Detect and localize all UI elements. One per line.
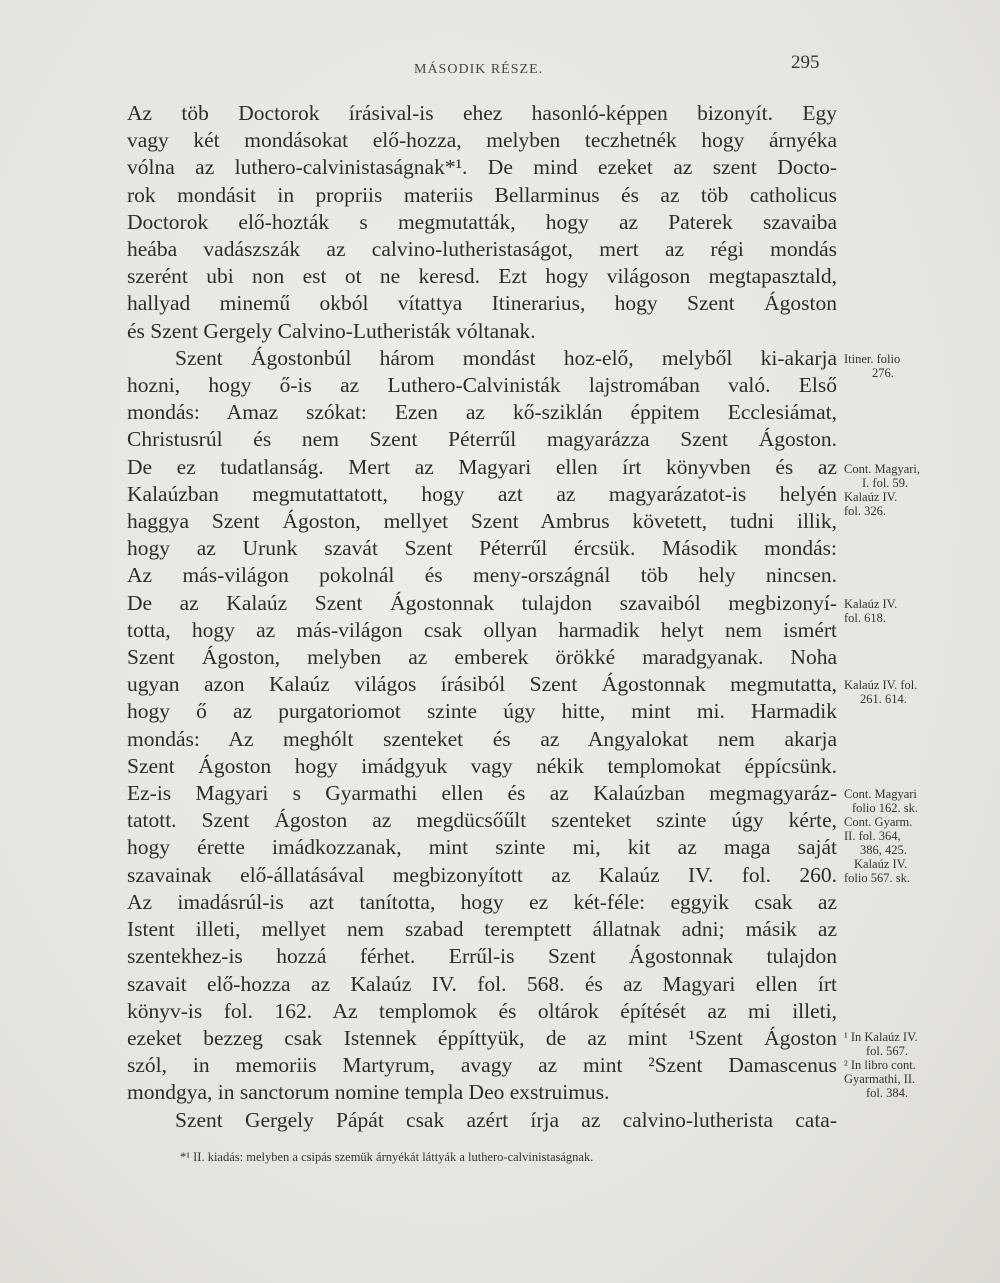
margin-note-line: folio 567. sk.: [844, 871, 910, 885]
margin-note-line: fol. 618.: [844, 611, 887, 625]
margin-note-line: fol. 567.: [866, 1044, 909, 1058]
text-line: De ez tudatlanság. Mert az Magyari ellen írt könyvben és az: [127, 454, 837, 479]
text-line: Szent Ágoston hogy imádgyuk vagy nékik templomokat éppícsünk.: [127, 753, 837, 778]
text-line: ugyan azon Kalaúz világos írásiból Szent Ágostonnak megmutatta,: [127, 672, 837, 697]
text-line: mondás: Amaz szókat: Ezen az kő-sziklán éppitem Ecclesiámat,: [127, 400, 837, 425]
text-line: Az töb Doctorok írásival-is ehez hasonló-képpen bizonyít. Egy: [127, 101, 837, 125]
margin-note-line: 261. 614.: [860, 692, 907, 706]
text-line: mondás: Az meghólt szenteket és az Angyalokat nem akarja: [127, 726, 837, 751]
text-line: haggya Szent Ágoston, mellyet Szent Ambrus követett, tudni illik,: [127, 509, 837, 534]
text-line: hogy az Urunk szavát Szent Péterrűl ércsük. Második mondás:: [127, 536, 837, 561]
text-line: mondgya, in sanctorum nomine templa Deo exstruimus.: [127, 1080, 610, 1105]
margin-note-line: 276.: [872, 366, 894, 380]
margin-note-line: fol. 384.: [866, 1086, 909, 1100]
text-line: hogy ő az purgatoriomot szinte úgy hitte, mint mi. Harmadik: [127, 699, 837, 724]
margin-note-line: Cont. Magyari,: [844, 462, 921, 476]
margin-note-line: 386, 425.: [860, 843, 907, 857]
text-line: és Szent Gergely Calvino-Lutheristák vóltanak.: [127, 318, 536, 343]
margin-note-line: I. fol. 59.: [862, 476, 909, 490]
text-line: Az imadásrúl-is azt tanította, hogy ez két-féle: eggyik csak az: [127, 889, 837, 914]
text-line: hallyad minemű okból vítattya Itinerarius, hogy Szent Ágoston: [127, 291, 837, 316]
text-line: Istent illeti, mellyet nem szabad teremptett állatnak adni; másik az: [127, 917, 837, 942]
margin-note-line: Gyarmathi, II.: [844, 1072, 916, 1086]
text-line: vagy két mondásokat elő-hozza, melyben teczhetnék hogy árnyéka: [127, 128, 837, 153]
text-line: szavainak elő-állatásával megbizonyított az Kalaúz IV. fol. 260.: [127, 862, 837, 887]
margin-note-line: Kalaúz IV.: [844, 490, 898, 504]
text-line: De az Kalaúz Szent Ágostonnak tulajdon szavaiból megbizonyí-: [127, 590, 837, 615]
margin-note: [844, 787, 918, 885]
text-line: Ez-is Magyari s Gyarmathi ellen és az Kalaúzban megmagyaráz-: [127, 781, 837, 806]
text-line: ezeket bezzeg csak Istennek éppíttyük, de az mint ¹Szent Ágoston: [127, 1025, 837, 1050]
margin-note: [844, 462, 920, 518]
text-line: Doctorok elő-hozták s megmutatták, hogy az Paterek szavaiba: [127, 209, 837, 234]
text-line: Szent Ágostonbúl három mondást hoz-elő, melyből ki-akarja: [175, 345, 837, 370]
main-text: [127, 100, 837, 1134]
margin-note-line: ¹ In Kalaúz IV.: [844, 1030, 918, 1044]
text-line: rok mondásit in propriis materiis Bellarminus és az töb catholicus: [127, 182, 837, 207]
text-line: szavait elő-hozza az Kalaúz IV. fol. 568. és az Magyari ellen írt: [127, 971, 837, 996]
margin-note-line: Kalaúz IV. fol.: [844, 678, 918, 692]
margin-note-line: folio 162. sk.: [852, 801, 918, 815]
margin-note-line: II. fol. 364,: [844, 829, 901, 843]
margin-note: [844, 597, 897, 625]
text-line: szól, in memoriis Martyrum, avagy az mint ²Szent Damascenus: [127, 1053, 837, 1078]
margin-note-line: Kalaúz IV.: [844, 597, 898, 611]
margin-note: [844, 352, 900, 380]
text-line: vólna az luthero-calvinistaságnak*¹. De mind ezeket az szent Docto-: [127, 155, 837, 180]
text-line: könyv-is fol. 162. Az templomok és oltárok építését az mi illeti,: [127, 998, 837, 1023]
margin-note-line: Kalaúz IV.: [854, 857, 908, 871]
running-head: MÁSODIK RÉSZE.: [414, 62, 544, 77]
margin-note-line: Itiner. folio: [844, 352, 901, 366]
margin-note: [844, 678, 917, 706]
margin-note-line: Cont. Gyarm.: [844, 815, 913, 829]
text-line: szerént ubi non est ot ne keresd. Ezt hogy világoson megtapasztald,: [127, 264, 837, 289]
margin-note-line: Cont. Magyari: [844, 787, 917, 801]
text-line: tatott. Szent Ágoston az megdücsőűlt szenteket szinte úgy kérte,: [127, 808, 837, 833]
page-number: 295: [791, 52, 820, 73]
text-line: heába vadászszák az calvino-lutheristaságot, mert az régi mondás: [127, 237, 837, 262]
footnote: *¹ II. kiadás: melyben a csipás szemük árnyékát láttyák a luthero-calvinistaságnak.: [180, 1150, 594, 1164]
text-line: totta, hogy az más-világon csak ollyan harmadik helyt nem ismért: [127, 617, 837, 642]
margin-note-line: fol. 326.: [844, 504, 887, 518]
text-line: Szent Ágoston, melyben az emberek örökké maradgyanak. Noha: [127, 645, 837, 670]
margin-note-line: ² In libro cont.: [844, 1058, 916, 1072]
text-line: Szent Gergely Pápát csak azért írja az calvino-lutherista cata-: [175, 1107, 837, 1132]
text-line: Christusrúl és nem Szent Péterrűl magyarázza Szent Ágoston.: [127, 427, 837, 452]
text-line: hozni, hogy ő-is az Luthero-Calvinisták lajstromában való. Első: [127, 373, 837, 398]
text-line: hogy érette imádkozzanak, mint szinte mi, kit az maga saját: [127, 835, 837, 860]
text-line: Az más-világon pokolnál és meny-országnál töb hely nincsen.: [127, 563, 837, 588]
text-line: szentekhez-is hozzá férhet. Errűl-is Szent Ágostonnak tulajdon: [127, 944, 837, 969]
text-line: Kalaúzban megmutattatott, hogy azt az magyarázatot-is helyén: [127, 481, 837, 506]
margin-note: [844, 1030, 918, 1100]
